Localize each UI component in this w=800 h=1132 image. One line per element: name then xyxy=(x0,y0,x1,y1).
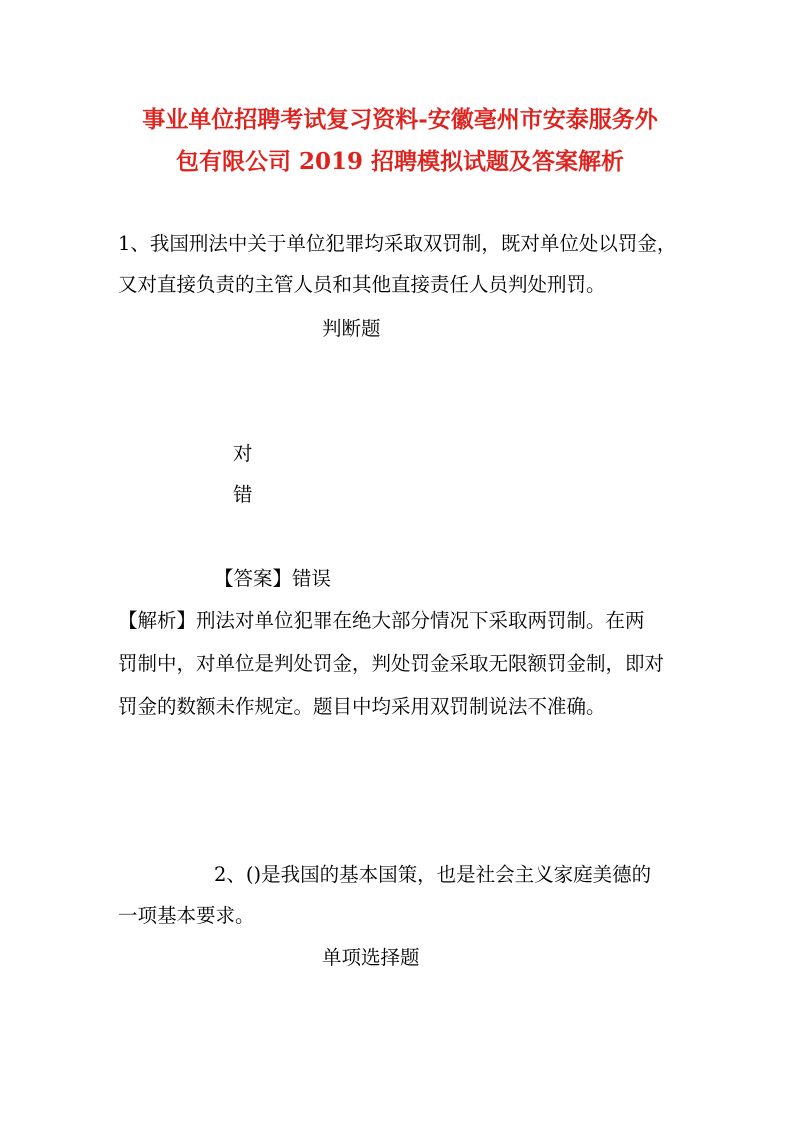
document-title-line-2: 包有限公司 2019 招聘模拟试题及答案解析 xyxy=(175,148,625,175)
question-2-text-line-1: 2、()是我国的基本国策，也是社会主义家庭美德的 xyxy=(214,863,652,886)
question-2-type: 单项选择题 xyxy=(322,946,420,969)
option-true[interactable]: 对 xyxy=(233,442,253,465)
question-1-analysis-line-2: 罚制中，对单位是判处罚金，判处罚金采取无限额罚金制，即对 xyxy=(118,652,665,675)
question-1-answer: 【答案】错误 xyxy=(214,567,332,590)
document-title-line-1: 事业单位招聘考试复习资料-安徽亳州市安泰服务外 xyxy=(142,106,658,133)
question-1-text-line-1: 1、我国刑法中关于单位犯罪均采取双罚制，既对单位处以罚金， xyxy=(118,232,677,255)
question-2-text-line-2: 一项基本要求。 xyxy=(118,904,255,927)
question-1-analysis-line-3: 罚金的数额未作规定。题目中均采用双罚制说法不准确。 xyxy=(118,695,606,718)
question-1-type: 判断题 xyxy=(322,317,381,340)
option-false[interactable]: 错 xyxy=(233,483,253,506)
question-1-analysis-line-1: 【解析】刑法对单位犯罪在绝大部分情况下采取两罚制。在两 xyxy=(118,609,645,632)
question-1-text-line-2: 又对直接负责的主管人员和其他直接责任人员判处刑罚。 xyxy=(118,273,606,296)
